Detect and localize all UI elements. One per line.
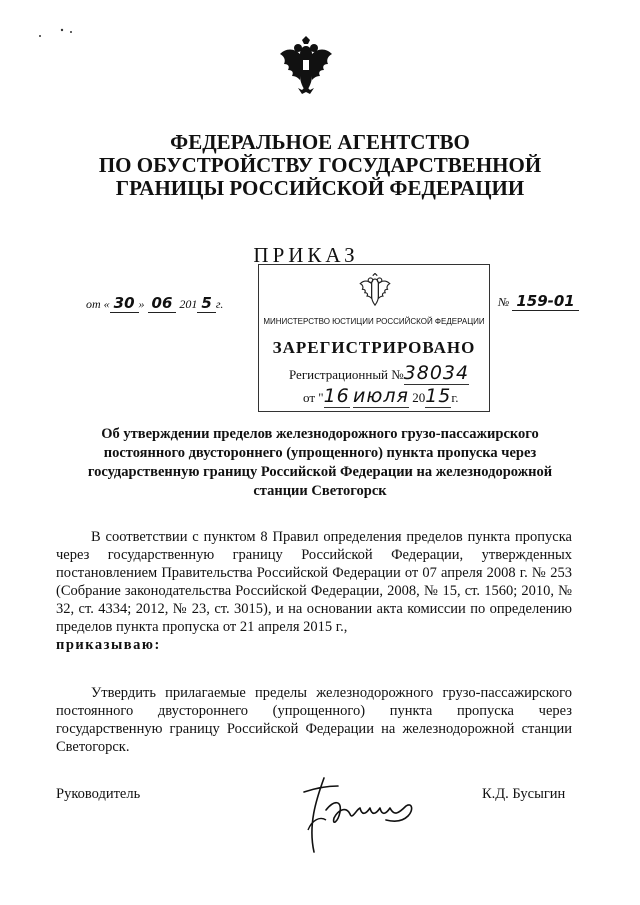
stamp-emblem-icon <box>358 273 392 309</box>
stamp-ministry-name: МИНИСТЕРСТВО ЮСТИЦИИ РОССИЙСКОЙ ФЕДЕРАЦИИ <box>263 317 485 326</box>
registration-stamp <box>258 264 490 412</box>
date-sep: » <box>138 297 145 311</box>
agency-line: ФЕДЕРАЛЬНОЕ АГЕНТСТВО <box>170 130 470 154</box>
order-word: приказываю: <box>56 637 161 653</box>
stamp-date-year-prefix: 20 <box>412 390 426 405</box>
agency-name <box>0 131 640 200</box>
scan-specks <box>30 24 90 44</box>
stamp-reg-number: 38034 <box>403 362 470 384</box>
stamp-registration-date <box>303 385 459 407</box>
date-suffix: г. <box>215 297 224 311</box>
stamp-date-year-suffix: г. <box>451 390 459 405</box>
coat-of-arms-emblem <box>276 36 336 98</box>
agency-line: ГРАНИЦЫ РОССИЙСКОЙ ФЕДЕРАЦИИ <box>115 176 525 200</box>
stamp-registration-number <box>289 362 469 384</box>
date-day: 30 <box>110 294 139 313</box>
handwritten-signature <box>286 770 426 860</box>
order-number <box>498 292 579 311</box>
signatory-position: Руководитель <box>56 786 141 802</box>
stamp-date-year: 15 <box>425 385 452 407</box>
date-prefix: от « <box>86 297 110 311</box>
date-month: 06 <box>148 294 177 313</box>
signatory-name: К.Д. Бусыгин <box>482 786 566 802</box>
stamp-date-month: июля <box>353 385 409 407</box>
body-paragraph-2 <box>56 684 572 756</box>
stamp-date-day: 16 <box>323 385 350 407</box>
stamp-status: ЗАРЕГИСТРИРОВАНО <box>272 338 476 357</box>
date-year-digit: 5 <box>197 294 215 313</box>
date-year-prefix: 201 <box>179 297 198 311</box>
document-type-heading: ПРИКАЗ <box>253 243 359 267</box>
stamp-reg-label: Регистрационный № <box>289 367 404 382</box>
number-value: 159-01 <box>512 292 578 311</box>
body-paragraph-1 <box>56 528 572 654</box>
order-title: Об утверждении пределов железнодорожного грузо-пассажирского постоянного двустороннего (упрощенного) пункта пропуска через государственную границу Российской Федерации на железнодорожной станции Светогорск <box>87 426 553 499</box>
order-date <box>86 294 223 313</box>
stamp-date-prefix: от " <box>303 390 324 405</box>
paragraph-2-text: Утвердить прилагаемые пределы железнодорожного грузо-пассажирского постоянного двустороннего (упрощенного) пункта пропуска через государственную границу Российской Федерации на железнодорожной станции Светогорск. <box>56 685 572 755</box>
number-prefix: № <box>498 295 510 309</box>
paragraph-1-text: В соответствии с пунктом 8 Правил определения пределов пункта пропуска через государственную границу Российской Федерации, утвержденных постановлением Правительства Российской Федерации от 07 апреля 2008 г. № 253 (Собрание законодательства Российской Федерации, 2008, № 15, ст. 1560; 2010, № 32, ст. 4334; 2012, № 23, ст. 3015), и на основании акта комиссии по определению пределов пункта пропуска от 21 апреля 2015 г., <box>56 529 572 635</box>
agency-line: ПО ОБУСТРОЙСТВУ ГОСУДАРСТВЕННОЙ <box>98 153 542 177</box>
